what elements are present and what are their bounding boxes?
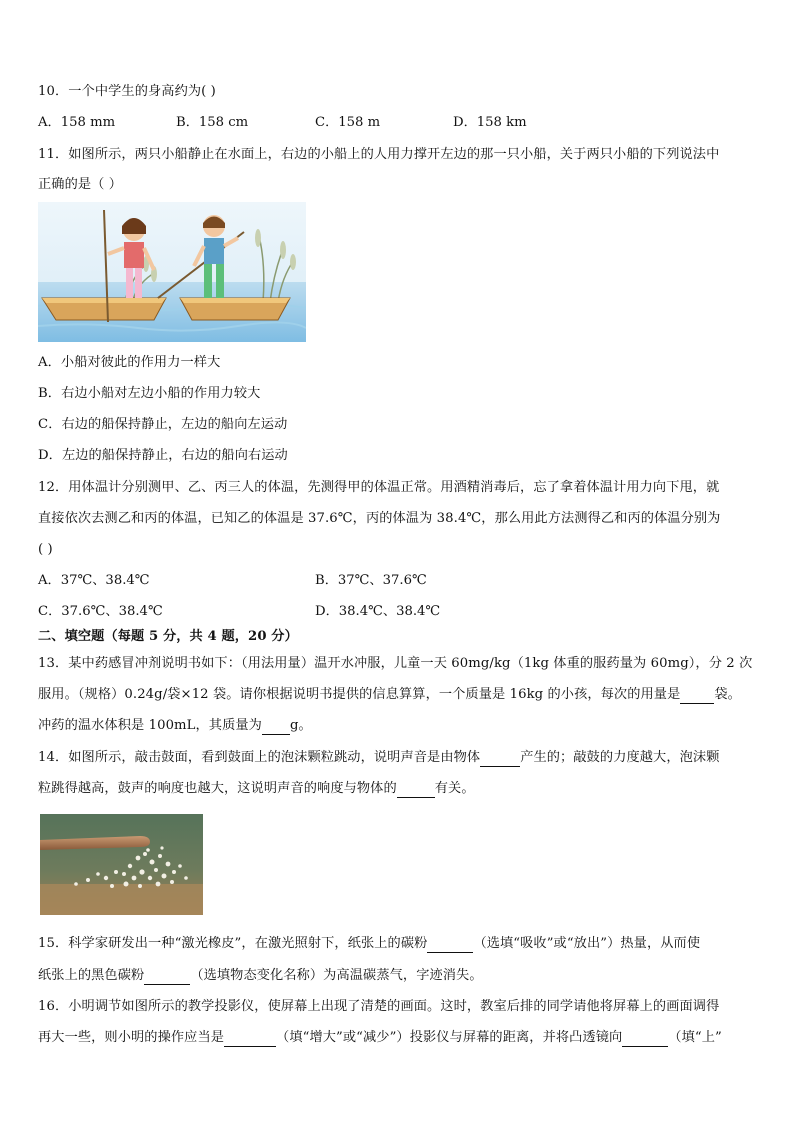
q15-line1 (38, 935, 700, 953)
q13-line2-end: 袋。 (714, 687, 741, 702)
q16-line1: 16．小明调节如图所示的教学投影仪，使屏幕上出现了清楚的画面。这时，教室后排的同学请他将屏幕上的画面调得 (38, 999, 720, 1014)
q10-option-d: D．158 km (453, 115, 527, 130)
q16-line2-end: （填“上” (668, 1030, 722, 1045)
q14-line1 (38, 749, 720, 767)
q14-blank-2[interactable] (397, 783, 435, 798)
q12-option-a: A．37℃、38.4℃ (38, 573, 150, 588)
q11-stem-line1: 11．如图所示，两只小船静止在水面上，右边的小船上的人用力撑开左边的那一只小船，关于两只小船的下列说法中 (38, 147, 720, 162)
q13-line2-text: 服用。（规格）0.24g/袋×12 袋。请你根据说明书提供的信息算算，一个质量是 16kg 的小孩，每次的用量是 (38, 687, 681, 702)
q14-line2 (38, 780, 475, 798)
q13-line2 (38, 686, 741, 704)
q15-line2 (38, 967, 483, 985)
q12-option-b: B．37℃、37.6℃ (315, 573, 427, 588)
q13-line1: 13．某中药感冒冲剂说明书如下：（用法用量）温开水冲服，儿童一天 60mg/kg（1kg 体重的服药量为 60mg），分 2 次 (38, 656, 753, 671)
q13-blank-1[interactable] (680, 689, 714, 704)
q10-option-c: C．158 m (315, 115, 381, 130)
q12-stem-line3: ( ) (38, 542, 53, 557)
q12-option-c: C．37.6℃、38.4℃ (38, 604, 163, 619)
q14-line1-text: 14．如图所示，敲击鼓面，看到鼓面上的泡沫颗粒跳动，说明声音是由物体 (38, 750, 481, 765)
q16-line2 (38, 1029, 722, 1047)
q13-line3-text: 冲药的温水体积是 100mL，其质量为 (38, 718, 262, 733)
q14-blank-1[interactable] (480, 752, 520, 767)
q14-line2-text: 粒跳得越高，鼓声的响度也越大，这说明声音的响度与物体的 (38, 781, 397, 796)
q13-blank-2[interactable] (262, 720, 290, 735)
q11-option-a: A．小船对彼此的作用力一样大 (38, 355, 221, 370)
q10-stem: 10．一个中学生的身高约为( ) (38, 84, 216, 99)
section-title: 二、填空题（每题 5 分，共 4 题，20 分） (38, 629, 298, 644)
q15-line2-text: 纸张上的黑色碳粉 (38, 968, 145, 983)
q15-blank-2[interactable] (144, 970, 190, 985)
q16-blank-1[interactable] (224, 1032, 276, 1047)
q12-stem-line2: 直接依次去测乙和丙的体温，已知乙的体温是 37.6℃，丙的体温为 38.4℃，那么用此方法测得乙和丙的体温分别为 (38, 511, 721, 526)
q11-option-c: C．右边的船保持静止，左边的船向左运动 (38, 417, 288, 432)
q15-line1-text: 15．科学家研发出一种“激光橡皮”，在激光照射下，纸张上的碳粉 (38, 936, 428, 951)
boats-figure (38, 202, 306, 342)
q11-stem-line2: 正确的是（ ） (38, 177, 123, 192)
drum-figure (40, 814, 203, 915)
q16-line2-mid: （填“增大”或“减少”）投影仪与屏幕的距离，并将凸透镜向 (276, 1030, 623, 1045)
q10-option-a: A．158 mm (38, 115, 116, 130)
q15-line1-end: （选填“吸收”或“放出”）热量，从而使 (473, 936, 701, 951)
q16-blank-2[interactable] (622, 1032, 668, 1047)
q12-option-d: D．38.4℃、38.4℃ (315, 604, 441, 619)
q11-option-d: D．左边的船保持静止，右边的船向右运动 (38, 448, 288, 463)
q13-line3-end: g。 (289, 718, 312, 733)
q12-stem-line1: 12．用体温计分别测甲、乙、丙三人的体温，先测得甲的体温正常。用酒精消毒后，忘了拿着体温计用力向下甩，就 (38, 480, 720, 495)
q14-line2-end: 有关。 (434, 781, 475, 796)
q13-line3 (38, 717, 312, 735)
q14-line1-end: 产生的；敲鼓的力度越大，泡沫颗 (520, 750, 720, 765)
q15-line2-end: （选填物态变化名称）为高温碳蒸气，字迹消失。 (190, 968, 483, 983)
q16-line2-text: 再大一些，则小明的操作应当是 (38, 1030, 225, 1045)
q15-blank-1[interactable] (427, 938, 473, 953)
q10-option-b: B．158 cm (176, 115, 249, 130)
q11-option-b: B．右边小船对左边小船的作用力较大 (38, 386, 261, 401)
